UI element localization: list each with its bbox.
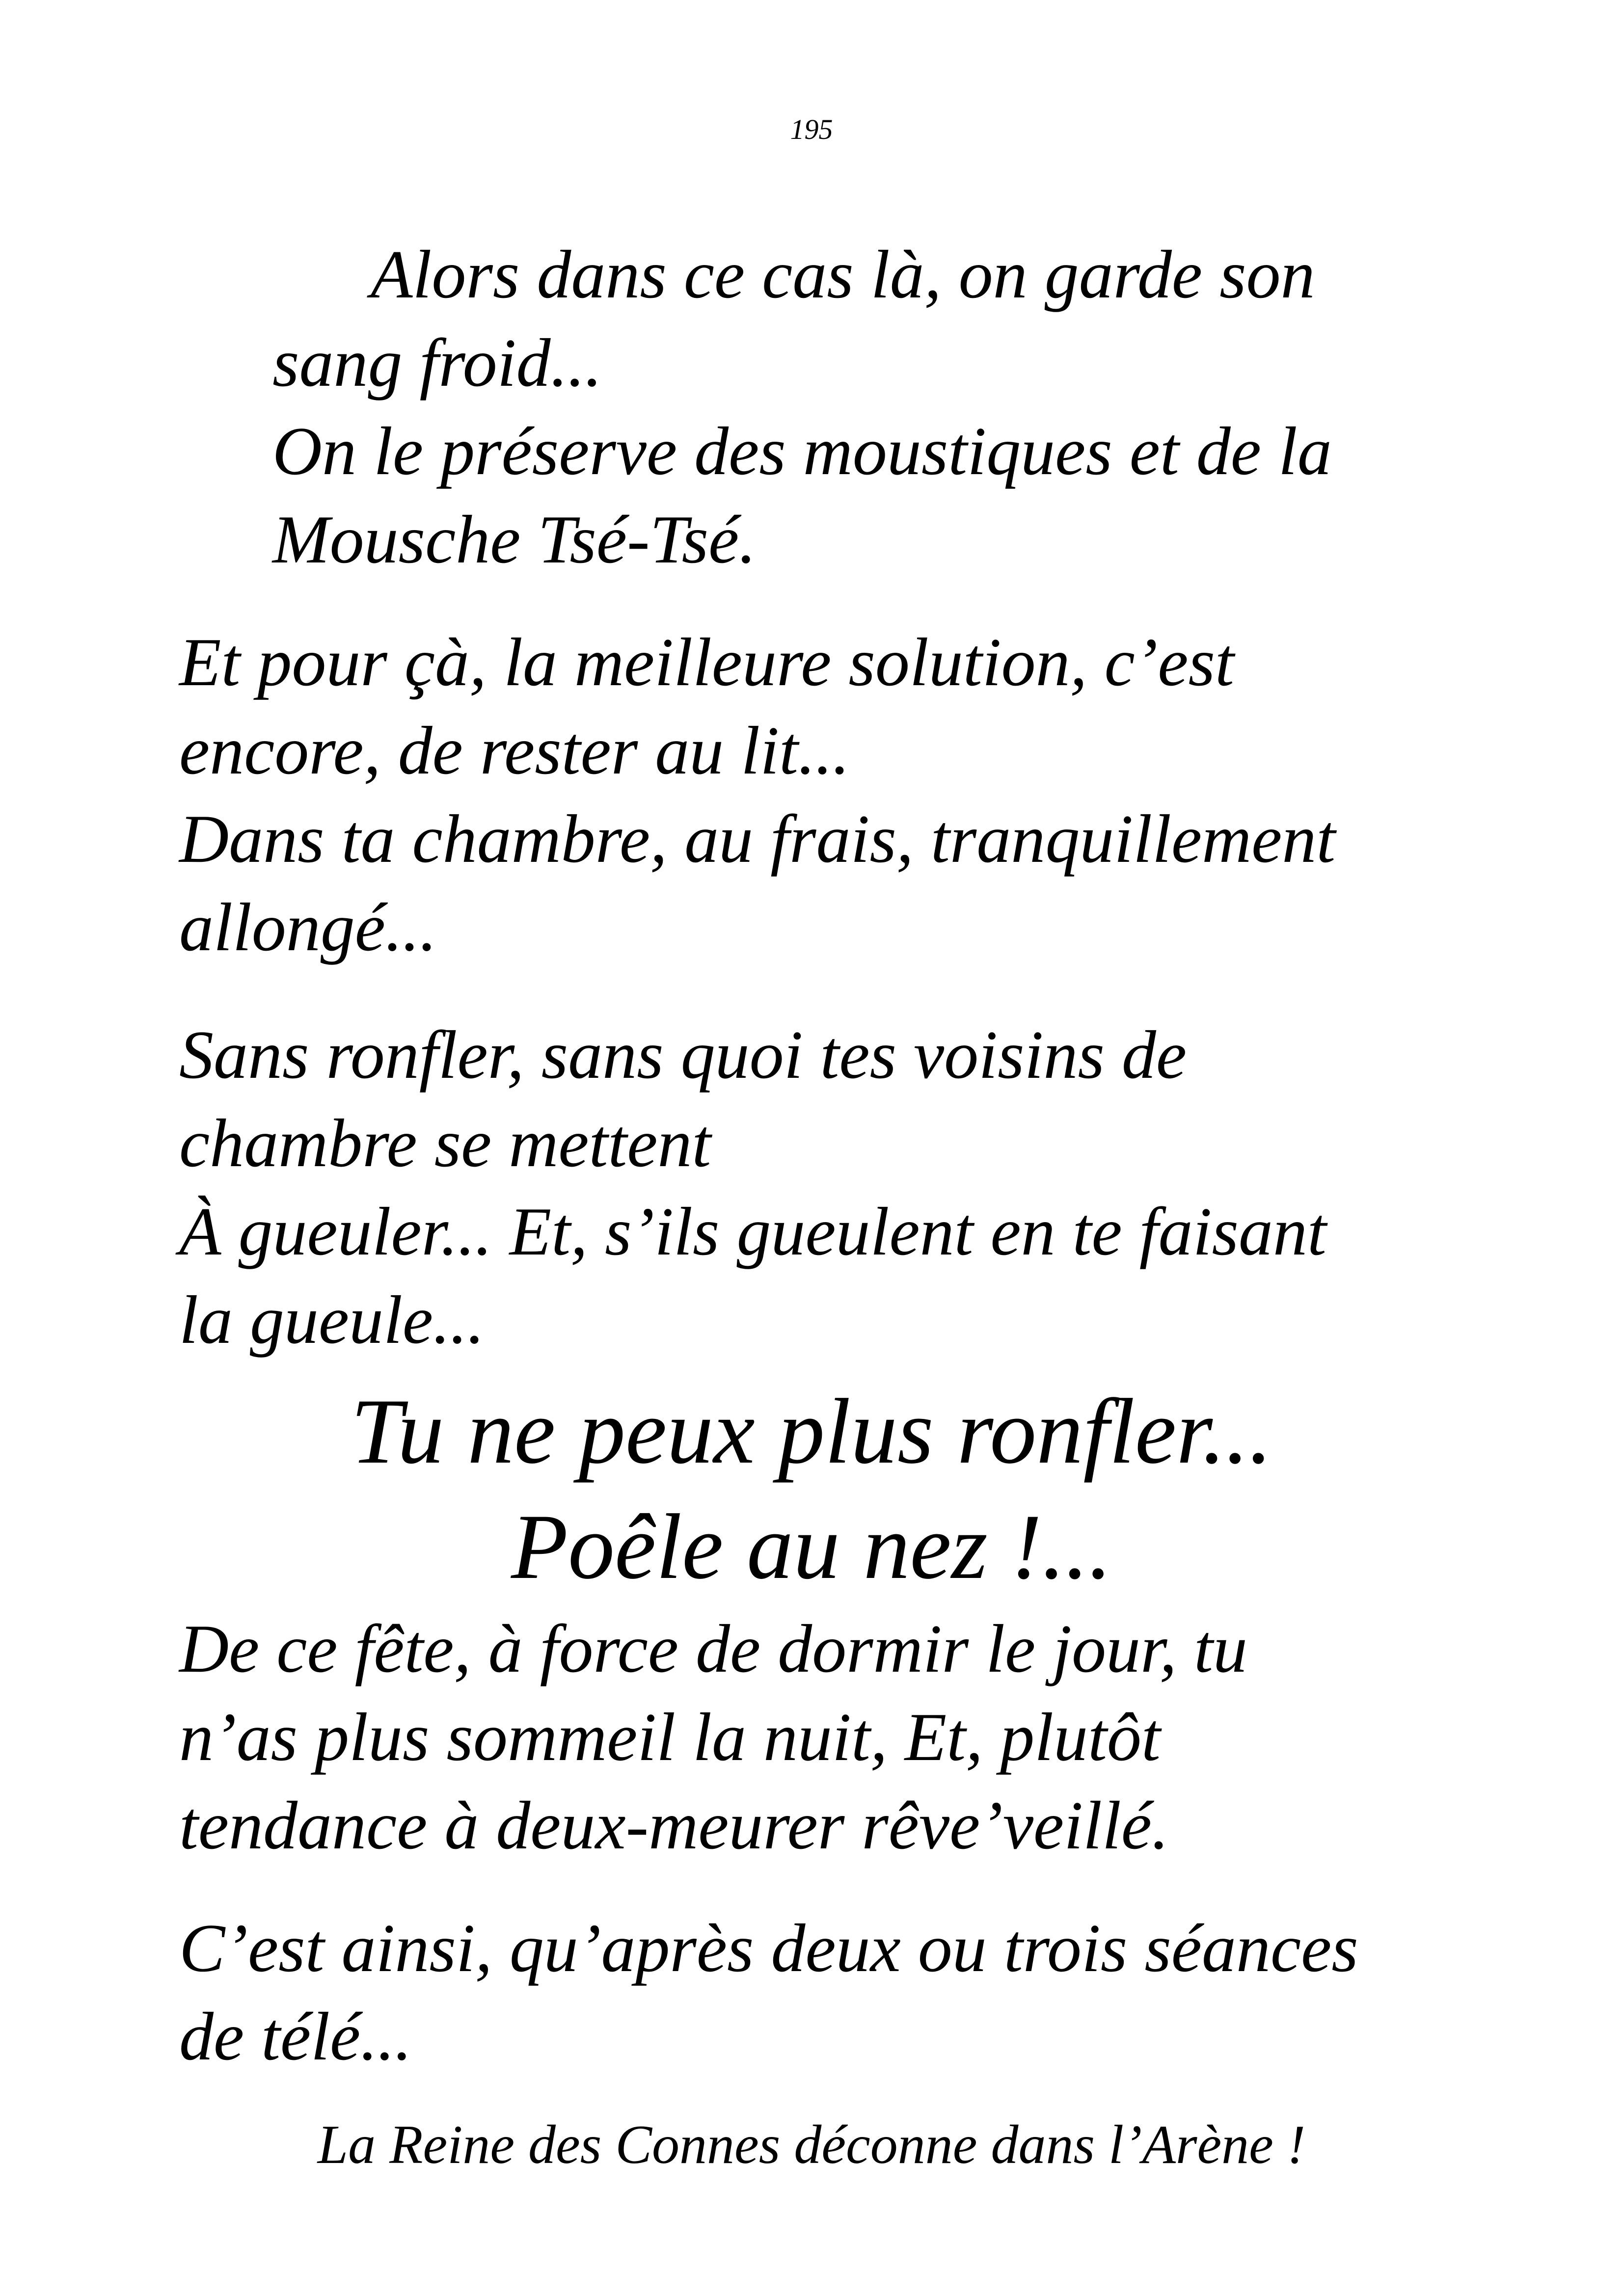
stanza-3-line-3: À gueuler... Et, s’ils gueulent en te faisant (179, 1194, 1326, 1270)
stanza-3-line-4: la gueule... (179, 1282, 485, 1358)
stanza-4-line-1: De ce fête, à force de dormir le jour, tu (179, 1611, 1247, 1687)
stanza-5-line-1: C’est ainsi, qu’après deux ou trois séances (179, 1910, 1358, 1986)
highlight-line-2: Poêle au nez !... (511, 1495, 1112, 1599)
stanza-4-line-3: tendance à deux-meurer rêve’veillé. (179, 1788, 1169, 1864)
stanza-4 (179, 1605, 1247, 1870)
highlight (0, 1374, 1623, 1605)
stanza-2-line-3: Dans ta chambre, au frais, tranquillement (179, 801, 1336, 877)
stanza-1 (272, 231, 1332, 584)
stanza-5-line-2: de télé... (179, 1999, 412, 2075)
stanza-2-line-4: allongé... (179, 889, 437, 965)
stanza-4-line-2: n’as plus sommeil la nuit, Et, plutôt (179, 1699, 1161, 1775)
closing-line: La Reine des Connes déconne dans l’Arène ! (317, 2114, 1306, 2175)
stanza-1-line-2: sang froid... (272, 325, 602, 401)
stanza-3-line-2: chambre se mettent (179, 1105, 711, 1181)
highlight-line-1: Tu ne peux plus ronfler... (351, 1380, 1272, 1483)
stanza-1-line-3: On le préserve des moustiques et de la (272, 413, 1332, 489)
stanza-5 (179, 1904, 1358, 2081)
stanza-1-line-1: Alors dans ce cas là, on garde son (371, 237, 1315, 313)
stanza-2-line-1: Et pour çà, la meilleure solution, c’est (179, 624, 1234, 700)
stanza-3 (179, 1011, 1326, 1364)
page-number: 195 (790, 113, 833, 145)
stanza-2 (179, 618, 1335, 972)
stanza-1-line-4: Mousche Tsé-Tsé. (272, 502, 757, 578)
stanza-3-line-1: Sans ronfler, sans quoi tes voisins de (179, 1017, 1187, 1093)
stanza-2-line-2: encore, de rester au lit... (179, 713, 850, 789)
